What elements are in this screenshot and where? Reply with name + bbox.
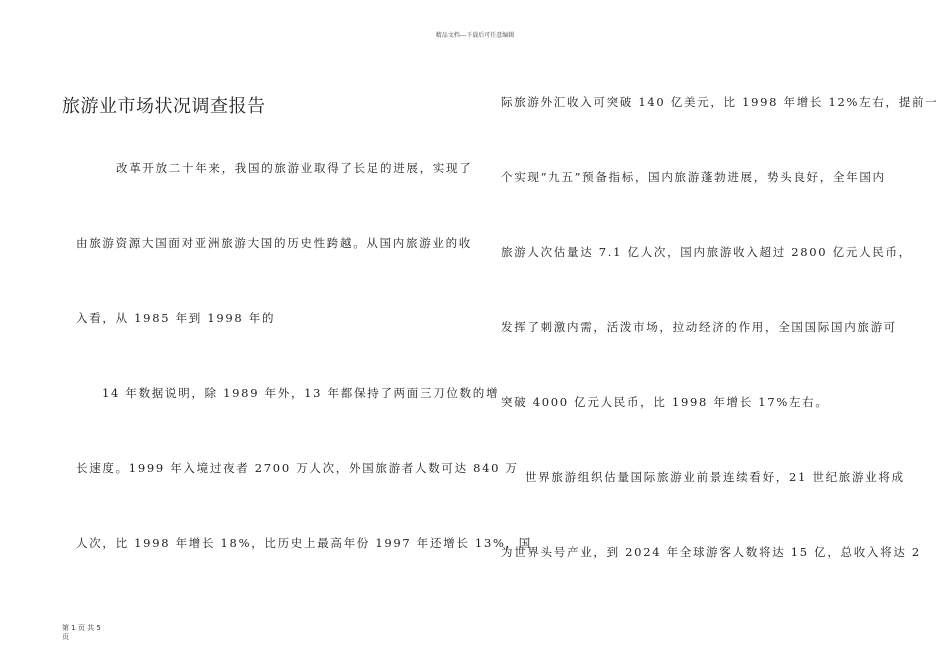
- paragraph-line: 发挥了刺激内需，活泼市场，拉动经济的作用，全国国际国内旅游可: [501, 320, 897, 334]
- paragraph-line: 突破 4000 亿元人民币，比 1998 年增长 17%左右。: [501, 395, 829, 409]
- paragraph-line: 世界旅游组织估量国际旅游业前景连续看好，21 世纪旅游业将成: [525, 470, 905, 484]
- paragraph-line: 为世界头号产业，到 2024 年全球游客人数将达 15 亿，总收入将达 2: [501, 545, 921, 559]
- header-note: 精品文档---下载后可任意编辑: [435, 32, 515, 39]
- page-number-line: 页: [62, 633, 69, 641]
- paragraph-line: 个实现“九五”预备指标，国内旅游蓬勃进展，势头良好，全年国内: [501, 170, 886, 184]
- paragraph-line: 人次，比 1998 年增长 18%，比历史上最高年份 1997 年还增长 13%，国: [76, 536, 532, 550]
- paragraph-line: 长速度。1999 年入境过夜者 2700 万人次，外国旅游者人数可达 840 万: [76, 461, 519, 475]
- paragraph-line: 旅游人次估量达 7.1 亿人次，国内旅游收入超过 2800 亿元人民币，: [501, 245, 912, 259]
- page-number-line: 第 1 页 共 5: [62, 624, 101, 632]
- document-title: 旅游业市场状况调查报告: [62, 96, 266, 117]
- paragraph-line: 际旅游外汇收入可突破 140 亿美元，比 1998 年增长 12%左右，提前一: [501, 95, 939, 109]
- paragraph-line: 由旅游资源大国面对亚洲旅游大国的历史性跨越。从国内旅游业的收: [76, 236, 472, 250]
- page-number: [62, 624, 101, 642]
- paragraph-line: 改革开放二十年来，我国的旅游业取得了长足的进展，实现了: [116, 161, 473, 175]
- paragraph-line: 入看，从 1985 年到 1998 年的: [76, 311, 276, 325]
- paragraph-line: 14 年数据说明，除 1989 年外，13 年都保持了两面三刀位数的增: [102, 386, 500, 400]
